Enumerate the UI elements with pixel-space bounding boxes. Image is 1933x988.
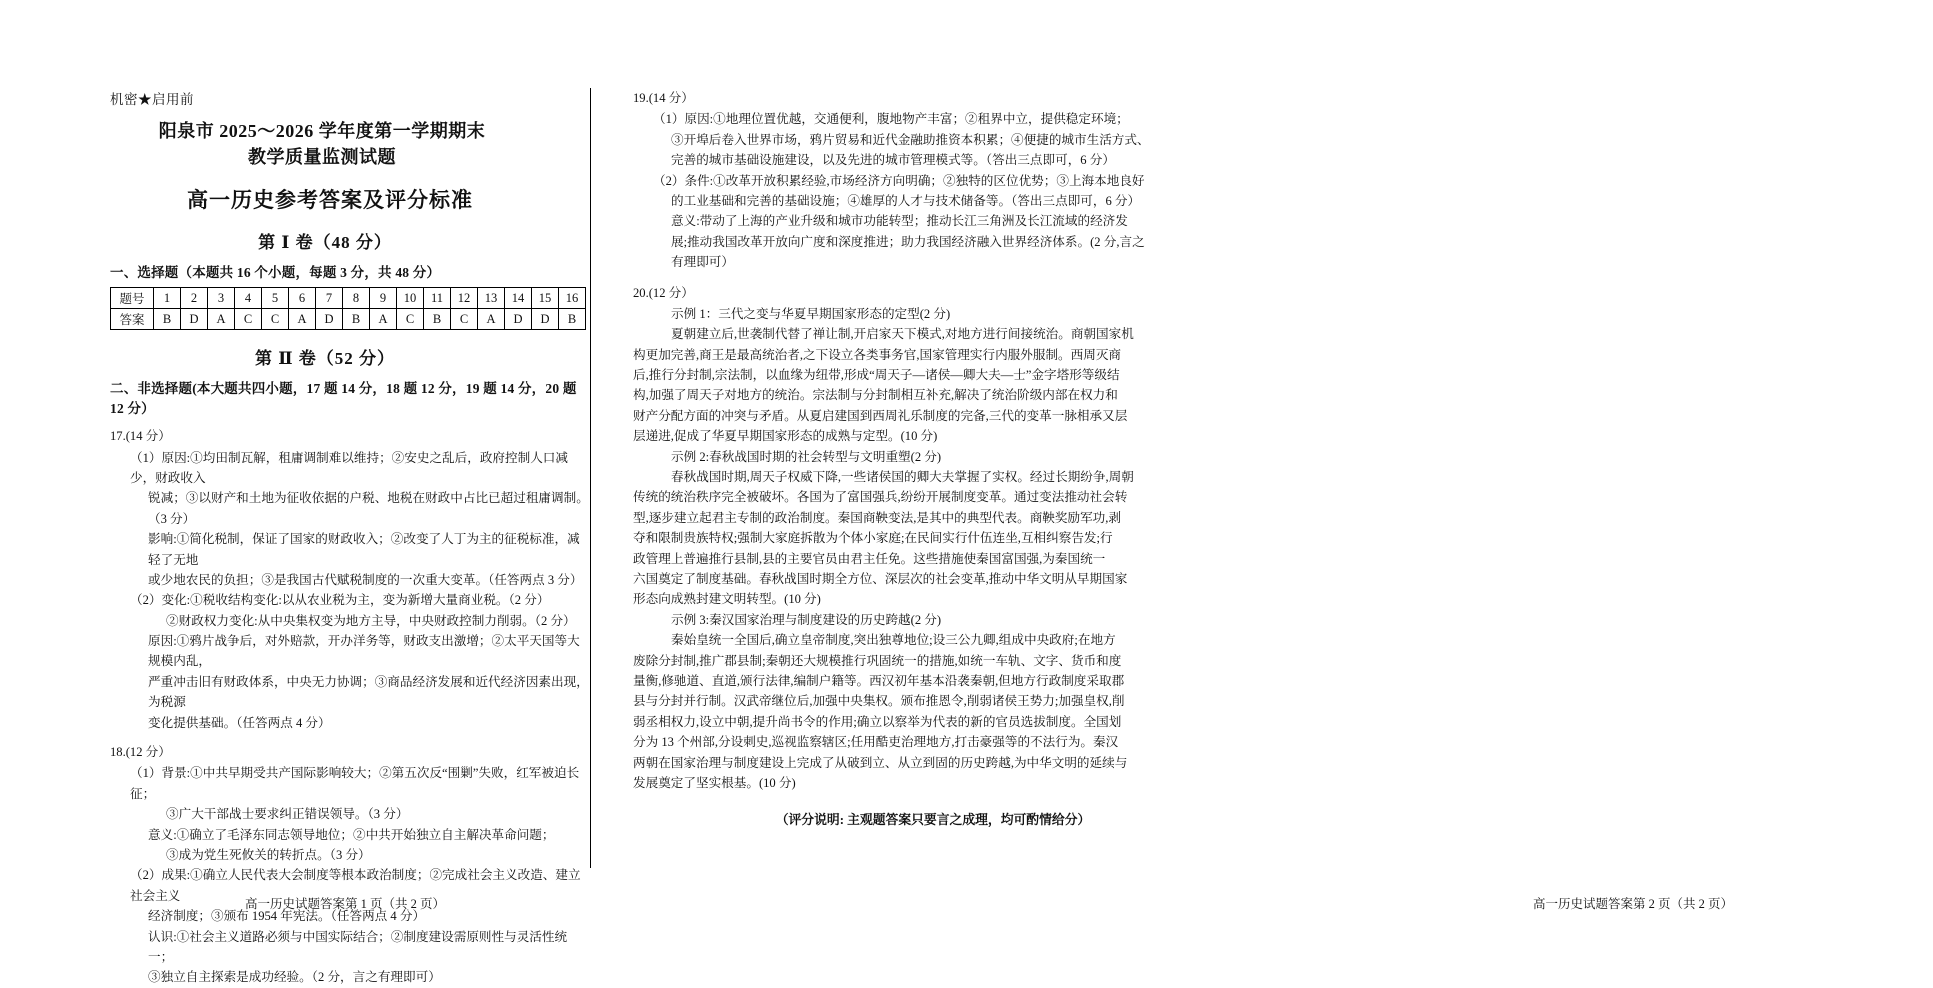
exam-title-line2: 教学质量监测试题 <box>248 147 396 168</box>
q18-line-3: 意义:①确立了毛泽东同志领导地位；②中共开始独立自主解决革命问题； <box>148 827 555 842</box>
answer-cell: D <box>532 309 559 330</box>
answer-cell: D <box>316 309 343 330</box>
question-number: 5 <box>262 288 289 309</box>
q20-example1-title: 示例 1：三代之变与华夏早期国家形态的定型(2 分) <box>671 306 951 321</box>
q18-line-5: （2）成果:①确立人民代表大会制度等根本政治制度；②完成社会主义改造、建立社会主义 <box>130 868 581 903</box>
q20-example2-line-3: 型,逐步建立起君主专制的政治制度。秦国商鞅变法,是其中的典型代表。商鞅奖励军功,剥 <box>633 510 1122 525</box>
q20-example1-line-1: 夏朝建立后,世袭制代替了禅让制,开启家天下模式,对地方进行间接统治。商朝国家机 <box>671 327 1134 342</box>
q17-line-4: 或少地农民的负担；③是我国古代赋税制度的一次重大变革。（任答两点 3 分） <box>148 572 583 587</box>
q20-example3-line-4: 县与分封并行制。汉武帝继位后,加强中央集权。颁布推恩令,削弱诸侯王势力;加强皇权,削 <box>633 694 1125 709</box>
confidential-label: 机密★启用前 <box>110 92 194 107</box>
row-label-question: 题号 <box>111 288 154 309</box>
q20-example1-line-6: 层递进,促成了华夏早期国家形态的成熟与定型。(10 分) <box>633 429 938 444</box>
question-number: 2 <box>181 288 208 309</box>
q19-line-7: 展;推动我国改革开放向广度和深度推进；助力我国经济融入世界经济体系。(2 分,言之 <box>671 234 1145 249</box>
question-number: 8 <box>343 288 370 309</box>
exam-title-line1: 阳泉市 2025～2026 学年度第一学期期末 <box>158 121 486 141</box>
q19-line-8: 有理即可） <box>671 255 734 270</box>
q19-line-2: ③开埠后卷入世界市场，鸦片贸易和近代金融助推资本积累；④便捷的城市生活方式、 <box>671 132 1150 147</box>
q20-example3-line-2: 废除分封制,推广郡县制;秦朝还大规模推行巩固统一的措施,如统一车轨、文字、货币和度 <box>633 653 1122 668</box>
question-number: 6 <box>289 288 316 309</box>
q20-example3-line-6: 分为 13 个州部,分设刺史,巡视监察辖区;任用酷吏治理地方,打击豪强等的不法行为。秦汉 <box>633 735 1119 750</box>
q17-line-1: （1）原因:①均田制瓦解，租庸调制难以维持；②安史之乱后，政府控制人口减少，财政收入 <box>130 450 568 485</box>
q20-example2-line-7: 形态向成熟封建文明转型。(10 分) <box>633 592 821 607</box>
question-17-number: 17.(14 分） <box>110 429 171 444</box>
section-1-title: 第 Ⅰ 卷（48 分） <box>258 233 392 253</box>
question-20-block <box>633 283 1251 794</box>
answer-cell: D <box>181 309 208 330</box>
multiple-choice-heading: 一、选择题（本题共 16 个小题，每题 3 分，共 48 分） <box>110 265 441 281</box>
answer-cell: D <box>505 309 532 330</box>
question-number: 12 <box>451 288 478 309</box>
q20-example3-line-3: 量衡,修驰道、直道,颁行法律,编制户籍等。西汉初年基本沿袭秦朝,但地方行政制度采取郡 <box>633 673 1125 688</box>
section-2-title: 第 Ⅱ 卷（52 分） <box>254 349 396 369</box>
q20-example1-line-5: 财产分配方面的冲突与矛盾。从夏启建国到西周礼乐制度的完备,三代的变革一脉相承又层 <box>633 408 1128 423</box>
q17-line-8: 严重冲击旧有财政体系，中央无力协调；③商品经济发展和近代经济因素出现，为税源 <box>148 674 589 710</box>
q20-example1-line-3: 后,推行分封制,宗法制，以血缘为纽带,形成“周天子—诸侯—卿大夫—士”金字塔形等级结 <box>633 368 1120 383</box>
q17-line-3: 影响:①简化税制，保证了国家的财政收入；②改变了人丁为主的征税标准，减轻了无地 <box>148 532 580 567</box>
q18-line-2: ③广大干部战士要求纠正错误领导。（3 分） <box>166 807 409 822</box>
page-title: 高一历史参考答案及评分标准 <box>187 188 473 213</box>
question-19-block <box>633 88 1251 273</box>
question-18-number: 18.(12 分） <box>110 745 171 760</box>
answer-cell: B <box>424 309 451 330</box>
q20-example1-line-2: 构更加完善,商王是最高统治者,之下设立各类事务官,国家管理实行内服外服制。西周灭商 <box>633 347 1122 362</box>
answer-cell: A <box>208 309 235 330</box>
q20-example2-line-4: 夺和限制贵族特权;强制大家庭拆散为个体小家庭;在民间实行什伍连坐,互相纠察告发;行 <box>633 531 1113 546</box>
q18-line-6: 经济制度；③颁布 1954 年宪法。（任答两点 4 分） <box>148 909 426 924</box>
question-19-number: 19.(14 分） <box>633 91 694 105</box>
q19-line-6: 意义:带动了上海的产业升级和城市功能转型；推动长江三角洲及长江流域的经济发 <box>671 214 1128 229</box>
question-18-block <box>110 742 590 988</box>
question-17-block <box>110 426 590 733</box>
q20-example2-line-1: 春秋战国时期,周天子权威下降,一些诸侯国的卿大夫掌握了实权。经过长期纷争,周朝 <box>671 470 1134 485</box>
q20-example3-line-1: 秦始皇统一全国后,确立皇帝制度,突出独尊地位;设三公九卿,组成中央政府;在地方 <box>671 633 1116 648</box>
q20-example3-title: 示例 3:秦汉国家治理与制度建设的历史跨越(2 分) <box>671 612 942 627</box>
grading-note: （评分说明: 主观题答案只要言之成理，均可酌情给分） <box>775 813 1091 828</box>
footer-right: 高一历史试题答案第 2 页（共 2 页） <box>1532 897 1733 911</box>
question-number: 1 <box>154 288 181 309</box>
q20-example3-line-5: 弱丞相权力,设立中朝,提升尚书令的作用;确立以察举为代表的新的官员选拔制度。全国划 <box>633 714 1122 729</box>
q20-example3-line-8: 发展奠定了坚实根基。(10 分) <box>633 775 796 790</box>
question-number: 16 <box>559 288 586 309</box>
q19-line-1: （1）原因:①地理位置优越，交通便利，腹地物产丰富；②租界中立，提供稳定环境； <box>653 112 1129 127</box>
question-number: 4 <box>235 288 262 309</box>
question-number: 7 <box>316 288 343 309</box>
right-column <box>591 0 1733 964</box>
footer-left: 高一历史试题答案第 1 页（共 2 页） <box>244 897 445 911</box>
question-number: 13 <box>478 288 505 309</box>
question-number: 15 <box>532 288 559 309</box>
answer-cell: B <box>343 309 370 330</box>
q18-line-8: ③独立自主探索是成功经验。（2 分，言之有理即可） <box>148 970 441 985</box>
q17-line-7: 原因:①鸦片战争后，对外赔款，开办洋务等，财政支出激增；②太平天国等大规模内乱， <box>148 634 580 669</box>
answer-cell: C <box>262 309 289 330</box>
answer-cell: A <box>478 309 505 330</box>
q20-example2-line-2: 传统的统治秩序完全被破坏。各国为了富国强兵,纷纷开展制度变革。通过变法推动社会转 <box>633 490 1128 505</box>
q19-line-3: 完善的城市基础设施建设，以及先进的城市管理模式等。（答出三点即可，6 分） <box>671 153 1115 168</box>
q19-line-5: 的工业基础和完善的基础设施；④雄厚的人才与技术储备等。（答出三点即可，6 分） <box>671 193 1141 208</box>
answer-cell: C <box>397 309 424 330</box>
row-label-answer: 答案 <box>111 309 154 330</box>
q18-line-1: （1）背景:①中共早期受共产国际影响较大；②第五次反“围剿”失败，红军被迫长征； <box>130 766 580 801</box>
answer-cell: B <box>154 309 181 330</box>
answer-key-table <box>110 287 586 330</box>
exam-header <box>112 118 532 170</box>
table-row-answers <box>111 309 586 330</box>
question-number: 10 <box>397 288 424 309</box>
q18-line-4: ③成为党生死攸关的转折点。（3 分） <box>166 848 371 862</box>
answer-cell: C <box>451 309 478 330</box>
question-number: 9 <box>370 288 397 309</box>
free-response-heading: 二、非选择题(本大题共四小题，17 题 14 分，18 题 12 分，19 题 14 分，20 题 12 分） <box>110 381 577 417</box>
q20-example2-title: 示例 2:春秋战国时期的社会转型与文明重塑(2 分) <box>671 449 942 464</box>
question-number: 3 <box>208 288 235 309</box>
answer-cell: A <box>289 309 316 330</box>
q20-example1-line-4: 构,加强了周天子对地方的统治。宗法制与分封制相互补充,解决了统治阶级内部在权力和 <box>633 388 1118 403</box>
q17-line-9: 变化提供基础。（任答两点 4 分） <box>148 715 331 730</box>
q20-example3-line-7: 两朝在国家治理与制度建设上完成了从破到立、从立到固的历史跨越,为中华文明的延续与 <box>633 755 1128 770</box>
question-20-number: 20.(12 分） <box>633 285 694 300</box>
q17-line-5: （2）变化:①税收结构变化:以从农业税为主，变为新增大量商业税。（2 分） <box>130 593 550 608</box>
left-column <box>0 0 590 985</box>
question-number: 11 <box>424 288 451 309</box>
q17-line-6: ②财政权力变化:从中央集权变为地方主导，中央财政控制力削弱。（2 分） <box>166 613 576 628</box>
answer-cell: B <box>559 309 586 330</box>
answer-cell: A <box>370 309 397 330</box>
q17-line-2: 锐减；③以财产和土地为征收依据的户税、地税在财政中占比已超过租庸调制。（3 分） <box>148 491 589 526</box>
q20-example2-line-6: 六国奠定了制度基础。春秋战国时期全方位、深层次的社会变革,推动中华文明从早期国家 <box>633 571 1128 586</box>
table-row-question-numbers <box>111 288 586 309</box>
answer-cell: C <box>235 309 262 330</box>
q18-line-7: 认识:①社会主义道路必须与中国实际结合；②制度建设需原则性与灵活性统一； <box>148 929 568 964</box>
q19-line-4: （2）条件:①改革开放积累经验,市场经济方向明确；②独特的区位优势；③上海本地良好 <box>653 173 1145 188</box>
question-number: 14 <box>505 288 532 309</box>
q20-example2-line-5: 政管理上普遍推行县制,县的主要官员由君主任免。这些措施使秦国富国强,为秦国统一 <box>633 551 1106 566</box>
